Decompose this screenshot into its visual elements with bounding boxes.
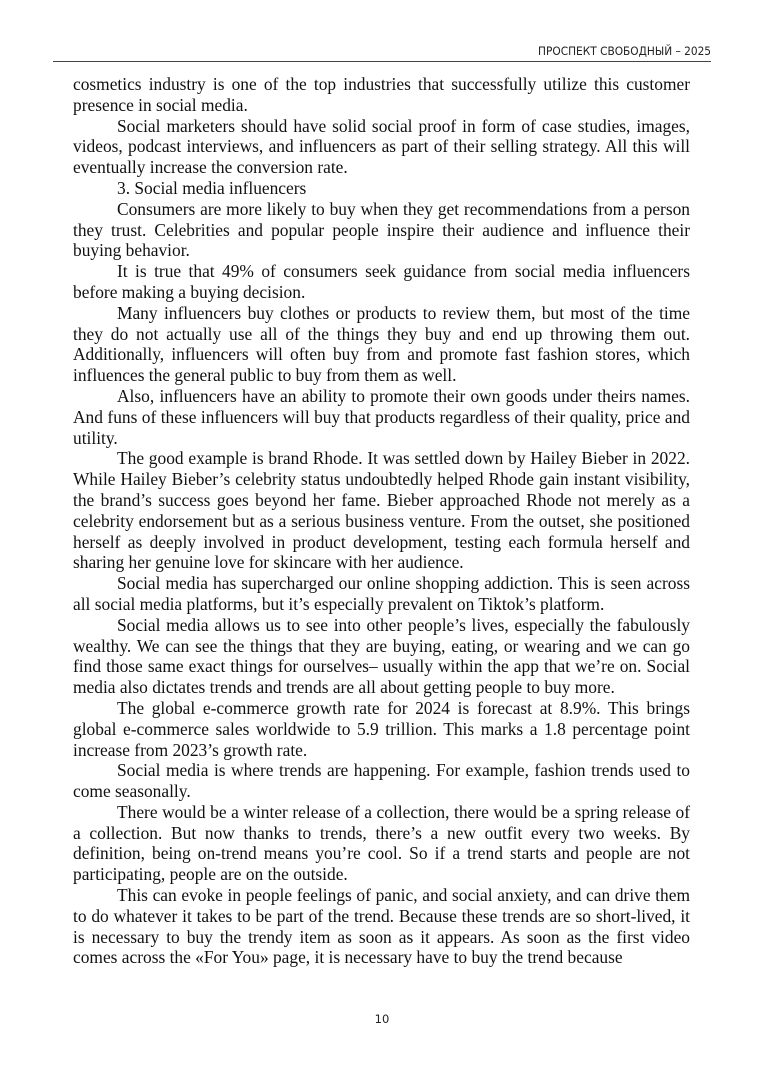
page-number: 10 [374,1012,390,1026]
paragraph-collections: There would be a winter release of a collection, there would be a spring release of a collection. But now thanks to trends, there’s a new outfit every two weeks. By definition, being on-trend means you’re cool. So if a trend starts and people are not participating, people are on the outside. [73,801,690,885]
paragraph-recommendations: Consumers are more likely to buy when they get recommendations from a person they trust. Celebrities and popular people inspire their audience and influence their buying behavior. [73,198,690,261]
paragraph-statistic-49: It is true that 49% of consumers seek guidance from social media influencers before making a buying decision. [73,261,690,302]
paragraph-rhode-example: The good example is brand Rhode. It was settled down by Hailey Bieber in 2022. While Hailey Bieber’s celebrity status undoubtedly helped Rhode gain instant visibility, the brand’s success goes beyond her fame. Bieber approached Rhode not merely as a celebrity endorsement but as a serious business venture. From the outset, she positioned herself as deeply involved in product development, testing each formula herself and sharing her genuine love for skincare with her audience. [73,448,690,573]
paragraph-influencer-purchases: Many influencers buy clothes or products to review them, but most of the time they do not actually use all of the things they buy and end up throwing them out. Additionally, influencers will often buy from and promote fast fashion stores, which influences the general public to buy from them as well. [73,302,690,386]
paragraph-ecommerce-growth: The global e-commerce growth rate for 2024 is forecast at 8.9%. This brings global e-commerce sales worldwide to 5.9 trillion. This marks a 1.8 percentage point increase from 2023’s growth rate. [73,697,690,760]
paragraph-shopping-addiction: Social media has supercharged our online shopping addiction. This is seen across all social media platforms, but it’s especially prevalent on Tiktok’s platform. [73,573,690,614]
paragraph-social-proof: Social marketers should have solid social proof in form of case studies, images, videos, podcast interviews, and influencers as part of their selling strategy. All this will eventually increase the conversion rate. [73,115,690,178]
body-text [73,74,690,968]
paragraph-trends-seasonal: Social media is where trends are happening. For example, fashion trends used to come seasonally. [73,760,690,802]
running-header [53,44,711,62]
section-heading-influencers: 3. Social media influencers [117,177,307,198]
paragraph-continuation: cosmetics industry is one of the top industries that successfully utilize this customer presence in social media. [73,74,690,115]
running-title: ПРОСПЕКТ СВОБОДНЫЙ – 2025 [537,44,711,58]
paragraph-wealthy-lives: Social media allows us to see into other people’s lives, especially the fabulously wealthy. We can see the things that they are buying, eating, or wearing and we can go find those same exact things for ourselves– usually within the app that we’re on. Social media also dictates trends and trends are all about getting people to buy more. [73,614,690,698]
paragraph-own-goods: Also, influencers have an ability to promote their own goods under theirs names. And funs of these influencers will buy that products regardless of their quality, price and utility. [73,385,690,448]
paragraph-social-anxiety: This can evoke in people feelings of panic, and social anxiety, and can drive them to do whatever it takes to be part of the trend. Because these trends are so short-lived, it is necessary to buy the trendy item as soon as it appears. As soon as the first video comes across the «For You» page, it is necessary have to buy the trend because [73,885,690,968]
